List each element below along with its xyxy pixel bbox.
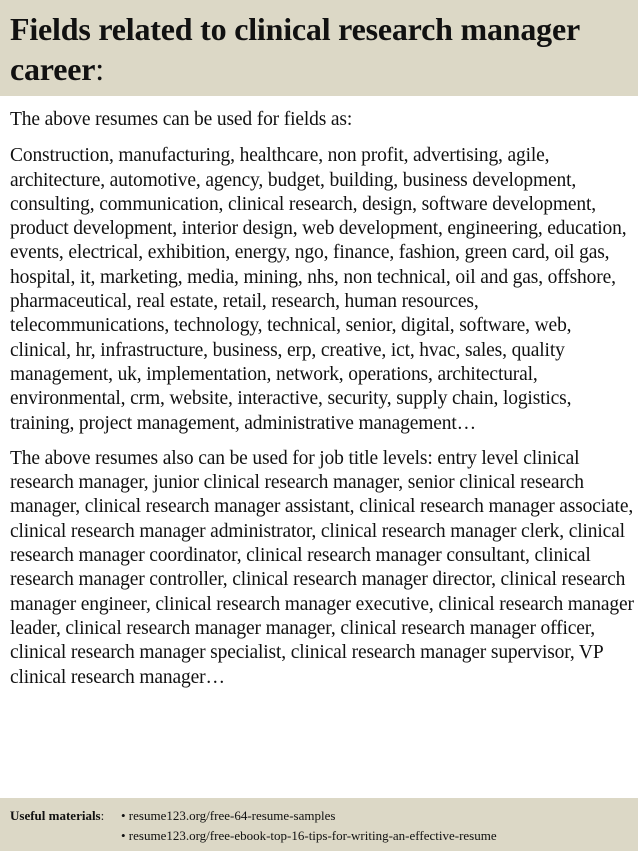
intro-text: The above resumes can be used for fields as: <box>10 109 353 130</box>
footer-label-spacer <box>10 826 121 846</box>
useful-materials-label-text: Useful materials <box>10 808 101 823</box>
job-title-levels-text: The above resumes also can be used for job title levels: entry level clinical research manager, junior clinical research manager, senior clinical research manager, clinical research manager assistant, clinical research manager associate, clinical research manager administrator, clinical research manager clerk, clinical research manager coordinator, clinical research manager consultant, clinical research manager controller, clinical research manager director, clinical research manager engineer, clinical research manager executive, clinical research manager leader, clinical research manager manager, clinical research manager officer, clinical research manager specialist, clinical research manager supervisor, VP clinical research manager… <box>10 447 634 688</box>
footer-row-2 <box>10 826 628 846</box>
main-content <box>10 108 635 690</box>
fields-list-text: Construction, manufacturing, healthcare, non profit, advertising, agile, architecture, automotive, agency, budget, building, business development, consulting, communication, clinical research, design, software development, product development, interior design, web development, engineering, education, events, electrical, exhibition, energy, ngo, finance, fashion, green card, oil gas, hospital, it, marketing, media, mining, nhs, non technical, oil and gas, offshore, pharmaceutical, real estate, retail, research, human resources, telecommunications, technology, technical, senior, digital, software, web, clinical, hr, infrastructure, business, erp, creative, ict, hvac, sales, quality management, uk, implementation, network, operations, architectural, environmental, crm, website, interactive, security, supply chain, logistics, training, project management, administrative management… <box>10 145 627 434</box>
footer-band <box>0 798 638 851</box>
useful-materials-label-colon: : <box>100 808 105 823</box>
resource-link-ebook-tips[interactable]: • resume123.org/free-ebook-top-16-tips-for-writing-an-effective-resume <box>121 828 497 843</box>
page-title-colon: : <box>95 51 104 87</box>
page-title <box>10 9 628 89</box>
page-title-text: Fields related to clinical research manager career <box>10 11 580 87</box>
footer-row-1 <box>10 806 628 826</box>
header-band <box>0 0 638 96</box>
useful-materials-label <box>10 806 121 826</box>
resource-link-resume-samples[interactable]: • resume123.org/free-64-resume-samples <box>121 808 336 823</box>
